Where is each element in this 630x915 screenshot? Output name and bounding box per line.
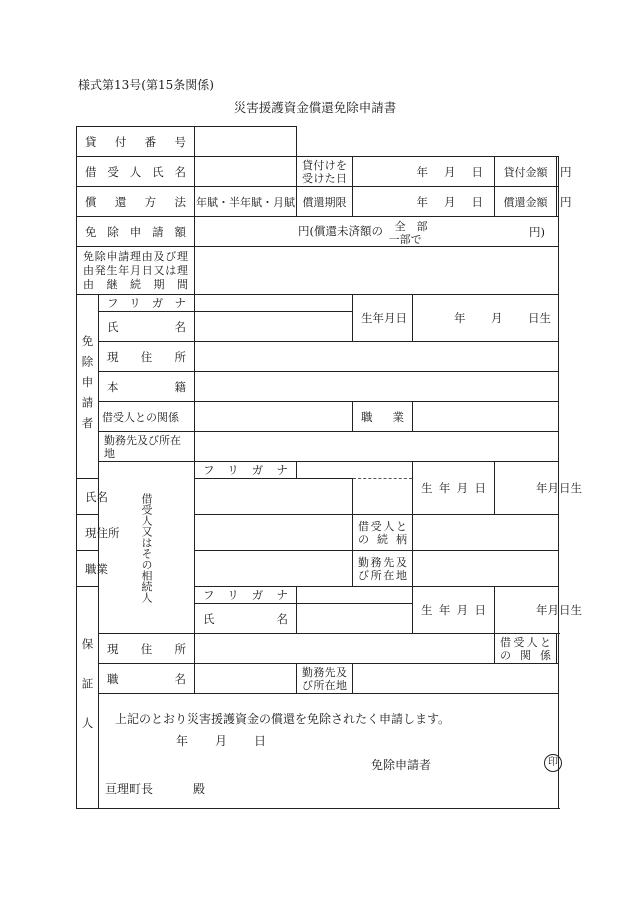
guarantor-relation-field[interactable]	[557, 634, 559, 664]
application-form-table	[76, 126, 582, 809]
heir-occupation-label: 職業	[77, 551, 99, 587]
heir-furigana-label: フリガナ	[195, 462, 297, 479]
applicant-birth-field[interactable]	[413, 295, 559, 342]
applicant-furigana-label: フリガナ	[99, 295, 195, 312]
declaration-statement: 上記のとおり災害援護資金の償還を免除されたく申請します。	[115, 712, 451, 726]
guarantor-occupation-label: 職名	[99, 664, 195, 694]
heir-birth-month: 月	[547, 481, 559, 495]
loan-amount-label: 貸付金額	[495, 157, 557, 187]
repayment-period-year: 年	[416, 194, 428, 209]
applicant-address-label: 現住所	[99, 342, 195, 372]
applicant-birth-month: 月	[491, 311, 503, 325]
applicant-address-field[interactable]	[195, 342, 559, 372]
guarantor-section-label: 保証人	[77, 587, 99, 809]
declaration-date-month: 月	[215, 734, 228, 748]
repayment-method-label: 償還方法	[77, 187, 195, 217]
heir-occupation-field[interactable]	[195, 551, 353, 587]
declaration-date[interactable]	[176, 732, 266, 749]
addressee: 亘理町長	[105, 782, 154, 796]
applicant-name-field[interactable]	[195, 312, 353, 342]
heir-workplace-label: 勤務先及び所在地	[353, 551, 413, 587]
applicant-birth-year: 年	[454, 311, 466, 325]
seal-mark: 印	[544, 754, 562, 772]
form-title: 災害援護資金償還免除申請書	[233, 100, 397, 115]
declaration-date-day: 日	[254, 734, 267, 748]
applicant-section-label: 免除申請者	[77, 295, 99, 479]
loan-number-field[interactable]	[195, 127, 297, 157]
guarantor-relation-label: 借受人との関係	[495, 634, 557, 664]
repayment-amount-yen: 円	[560, 194, 572, 209]
guarantor-name-field[interactable]	[297, 604, 413, 634]
applicant-occupation-field[interactable]	[413, 402, 559, 432]
guarantor-workplace-label: 勤務先及び所在地	[297, 664, 353, 694]
guarantor-name-label: 氏名	[195, 604, 297, 634]
guarantor-furigana-label: フリガナ	[195, 587, 297, 604]
loan-amount-field[interactable]	[557, 157, 572, 187]
exemption-amount-prefix: 円(償還未済額の	[298, 223, 383, 238]
applicant-occupation-label: 職業	[353, 402, 413, 432]
loan-amount-yen: 円	[560, 164, 572, 179]
repayment-period-field[interactable]	[353, 187, 495, 217]
applicant-domicile-label: 本籍	[99, 372, 195, 402]
heir-name-field[interactable]	[195, 479, 353, 515]
heir-name-label: 氏名	[77, 479, 99, 515]
heir-relation-label: 借受人との続柄	[353, 515, 413, 551]
heir-furigana-field[interactable]	[297, 462, 413, 479]
heir-address-field[interactable]	[195, 515, 353, 551]
heir-address-label: 現住所	[77, 515, 99, 551]
choice-all: 全 部	[394, 219, 428, 233]
applicant-name-label: 氏名	[99, 312, 195, 342]
repayment-period-label: 償還期限	[297, 187, 353, 217]
borrower-name-label: 借受人氏名	[77, 157, 195, 187]
declaration-applicant-label: 免除申請者	[371, 758, 432, 772]
applicant-workplace-field[interactable]	[195, 432, 559, 462]
exemption-amount-field[interactable]	[195, 217, 559, 247]
exemption-amount-suffix: 円)	[529, 224, 546, 239]
heir-birth-field[interactable]	[495, 462, 582, 515]
heir-relation-field[interactable]	[413, 515, 559, 551]
choice-part: 一部で	[388, 232, 422, 246]
loan-date-field[interactable]	[353, 157, 495, 187]
loan-number-label: 貸付番号	[77, 127, 195, 157]
loan-date-day: 日	[471, 164, 483, 179]
exemption-amount-label: 免除申請額	[77, 217, 195, 247]
heir-birth-year: 年	[536, 481, 548, 495]
applicant-birth-label: 生年月日	[353, 295, 413, 342]
form-number: 様式第13号(第15条関係)	[78, 78, 214, 92]
guarantor-workplace-field[interactable]	[353, 664, 559, 694]
loan-date-label: 貸付けを受けた日	[297, 157, 353, 187]
repayment-period-month: 月	[444, 194, 456, 209]
applicant-domicile-field[interactable]	[195, 372, 559, 402]
repayment-amount-label: 償還金額	[495, 187, 557, 217]
guarantor-address-field[interactable]	[195, 634, 495, 664]
loan-date-year: 年	[416, 164, 428, 179]
guarantor-birth-year: 年	[536, 603, 548, 617]
borrower-name-field[interactable]	[195, 157, 297, 187]
heir-section-label: 借受人又はその相続人	[99, 462, 195, 634]
exemption-reason-label: 免除申請理由及び理由発生年月日又は理由継続期間	[77, 247, 195, 295]
exemption-reason-field[interactable]	[195, 247, 559, 295]
applicant-relation-label: 借受人との関係	[99, 402, 195, 432]
heir-birth-day: 日生	[559, 481, 582, 495]
heir-birth-label: 生年月日	[413, 462, 495, 515]
applicant-relation-field[interactable]	[195, 402, 353, 432]
guarantor-birth-day: 日生	[559, 603, 582, 617]
guarantor-birth-month: 月	[547, 603, 559, 617]
declaration-date-year: 年	[176, 734, 189, 748]
loan-date-month: 月	[444, 164, 456, 179]
declaration-section	[99, 694, 559, 809]
repayment-method-options[interactable]: 年賦・半年賦・月賦	[195, 187, 297, 217]
applicant-birth-day: 日生	[528, 311, 551, 325]
repayment-amount-field[interactable]	[557, 187, 572, 217]
guarantor-furigana-field[interactable]	[297, 587, 413, 604]
applicant-workplace-label: 勤務先及び所在地	[99, 432, 195, 462]
applicant-furigana-field[interactable]	[195, 295, 353, 312]
guarantor-birth-label: 生年月日	[413, 587, 495, 634]
repayment-period-day: 日	[471, 194, 483, 209]
honorific: 殿	[193, 782, 206, 796]
heir-workplace-field[interactable]	[413, 551, 559, 587]
addressee-line	[105, 780, 205, 797]
guarantor-occupation-field[interactable]	[195, 664, 297, 694]
guarantor-address-label: 現住所	[99, 634, 195, 664]
guarantor-birth-field[interactable]	[495, 587, 582, 634]
exemption-scope-choice[interactable]	[389, 219, 429, 245]
